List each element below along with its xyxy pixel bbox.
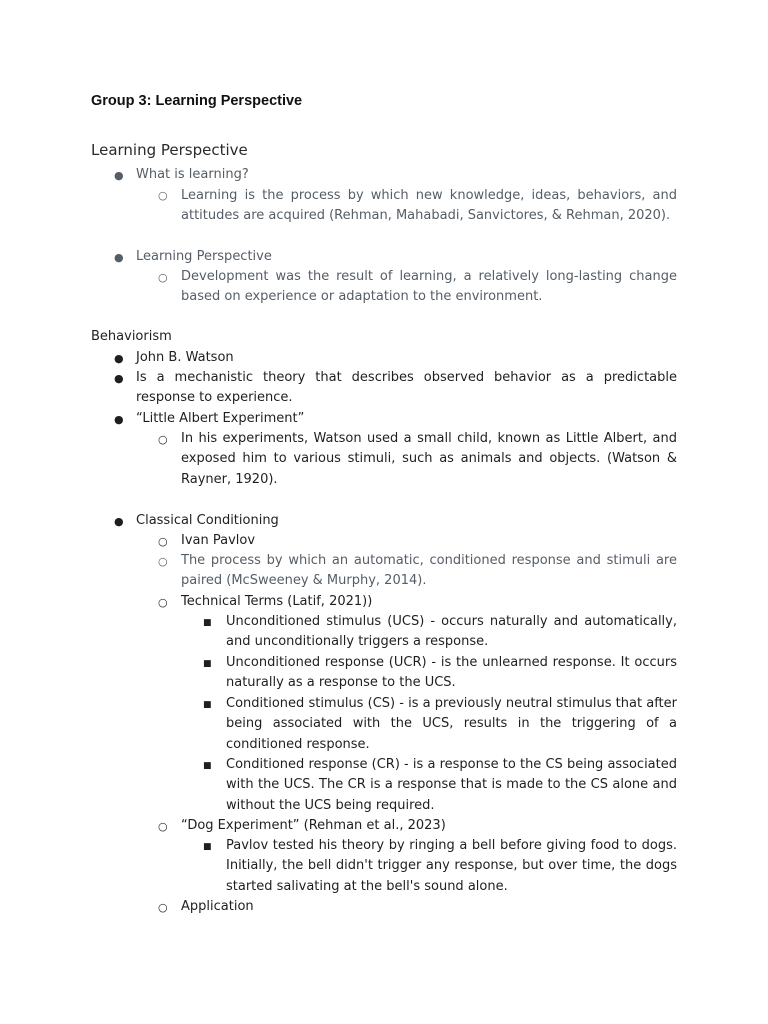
bullet-circle: ○ [158,271,168,284]
list-item-development: Development was the result of learning, a relatively long-lasting change based on experience or adaptation to the environment. [181,269,677,305]
list-item-technical-terms: Technical Terms (Latif, 2021)) [181,594,373,609]
list-item-watson: John B. Watson [136,350,234,365]
list-item-ucr: Unconditioned response (UCR) - is the unlearned response. It occurs naturally as a response to the UCS. [226,655,677,691]
list-item-learning-perspective: Learning Perspective [136,249,272,264]
bullet-circle: ○ [158,901,168,914]
bullet-disc: ● [114,515,124,528]
bullet-disc: ● [114,169,124,182]
bullet-square: ■ [203,700,212,710]
bullet-circle: ○ [158,820,168,833]
list-item-dog-detail: Pavlov tested his theory by ringing a bell before giving food to dogs. Initially, the bell didn't trigger any response, but over time, the dogs started salivating at the bell's sound alone. [226,838,677,894]
list-item-classical-conditioning: Classical Conditioning [136,513,279,528]
bullet-disc: ● [114,413,124,426]
list-item-mechanistic: Is a mechanistic theory that describes observed behavior as a predictable response to experience. [136,370,677,406]
section-title-learning-perspective: Learning Perspective [91,141,248,159]
list-item-cs: Conditioned stimulus (CS) - is a previously neutral stimulus that after being associated with the UCS, results in the triggering of a conditioned response. [226,696,677,752]
bullet-disc: ● [114,352,124,365]
bullet-square: ■ [203,659,212,669]
list-item-little-albert: “Little Albert Experiment” [136,411,305,426]
list-item-application: Application [181,899,254,914]
document-title: Group 3: Learning Perspective [91,93,303,109]
bullet-circle: ○ [158,596,168,609]
bullet-circle: ○ [158,189,168,202]
list-item-little-albert-detail: In his experiments, Watson used a small child, known as Little Albert, and exposed him to various stimuli, such as animals and objects. (Watson & Rayner, 1920). [181,431,677,487]
bullet-square: ■ [203,761,212,771]
bullet-disc: ● [114,372,124,385]
list-item-pavlov: Ivan Pavlov [181,533,256,548]
bullet-circle: ○ [158,555,168,568]
list-item-what-is-learning: What is learning? [136,167,249,182]
list-item-dog-experiment: “Dog Experiment” (Rehman et al., 2023) [181,818,446,833]
section-heading-behaviorism: Behaviorism [91,329,172,344]
bullet-disc: ● [114,251,124,264]
bullet-circle: ○ [158,535,168,548]
bullet-circle: ○ [158,433,168,446]
list-item-cr: Conditioned response (CR) - is a response to the CS being associated with the UCS. The CR is a response that is made to the CS alone and without the UCS being required. [226,757,677,813]
bullet-square: ■ [203,842,212,852]
bullet-square: ■ [203,618,212,628]
list-item-ucs: Unconditioned stimulus (UCS) - occurs naturally and automatically, and unconditionally triggers a response. [226,614,677,650]
list-item-learning-definition: Learning is the process by which new knowledge, ideas, behaviors, and attitudes are acquired (Rehman, Mahabadi, Sanvictores, & Rehman, 2020). [181,188,677,224]
list-item-process: The process by which an automatic, conditioned response and stimuli are paired (McSweeney & Murphy, 2014). [181,553,677,589]
